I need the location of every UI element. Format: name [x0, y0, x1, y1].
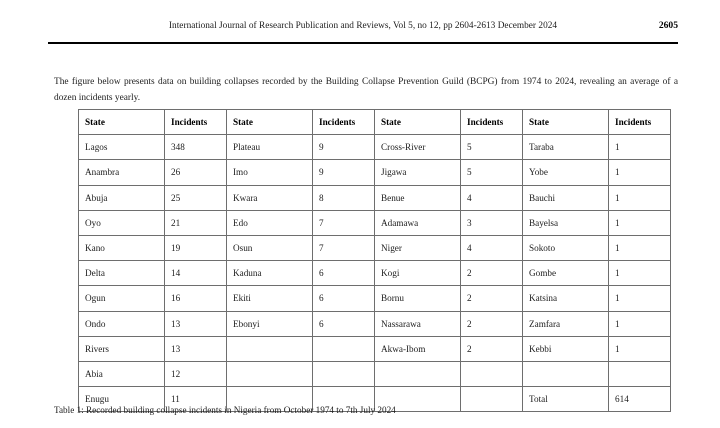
cell-incidents: 1 [609, 336, 671, 361]
cell-incidents: 1 [609, 261, 671, 286]
table-row [79, 160, 671, 185]
cell-incidents: 26 [165, 160, 227, 185]
cell-incidents: 1 [609, 311, 671, 336]
cell-state: Gombe [523, 261, 609, 286]
cell-incidents: 2 [461, 336, 523, 361]
cell-incidents: 2 [461, 311, 523, 336]
cell-incidents [313, 336, 375, 361]
cell-incidents: 1 [609, 286, 671, 311]
cell-state: Kwara [227, 185, 313, 210]
cell-state: Ekiti [227, 286, 313, 311]
cell-incidents: 9 [313, 135, 375, 160]
cell-state: Oyo [79, 210, 165, 235]
table-row [79, 286, 671, 311]
table-row [79, 185, 671, 210]
cell-incidents: 9 [313, 160, 375, 185]
table-row [79, 261, 671, 286]
cell-incidents: 25 [165, 185, 227, 210]
cell-state: Nassarawa [375, 311, 461, 336]
cell-incidents: 2 [461, 286, 523, 311]
cell-incidents: 5 [461, 135, 523, 160]
page-number: 2605 [658, 20, 678, 31]
cell-state [227, 361, 313, 386]
header-rule [48, 42, 678, 44]
cell-incidents: 16 [165, 286, 227, 311]
cell-incidents: 14 [165, 261, 227, 286]
cell-state: Delta [79, 261, 165, 286]
cell-incidents: 348 [165, 135, 227, 160]
cell-incidents: 5 [461, 160, 523, 185]
cell-state: Kaduna [227, 261, 313, 286]
cell-state: Total [523, 387, 609, 412]
table-column-header-6: State [523, 110, 609, 135]
intro-paragraph: The figure below presents data on building collapses recorded by the Building Collapse Prevention Guild (BCPG) from 1974 to 2024, revealing an average of a dozen incidents yearly. [54, 77, 678, 103]
table-column-header-4: State [375, 110, 461, 135]
cell-state: Niger [375, 235, 461, 260]
cell-state: Yobe [523, 160, 609, 185]
cell-incidents [609, 361, 671, 386]
cell-state: Bayelsa [523, 210, 609, 235]
cell-incidents: 3 [461, 210, 523, 235]
table-row [79, 235, 671, 260]
cell-state: Bauchi [523, 185, 609, 210]
cell-state [523, 361, 609, 386]
cell-state: Kebbi [523, 336, 609, 361]
cell-state: Ogun [79, 286, 165, 311]
cell-incidents: 19 [165, 235, 227, 260]
table-column-header-7: Incidents [609, 110, 671, 135]
table-row [79, 135, 671, 160]
cell-incidents: 13 [165, 311, 227, 336]
table-column-header-1: Incidents [165, 110, 227, 135]
table-column-header-0: State [79, 110, 165, 135]
cell-incidents: 11 [165, 387, 227, 412]
table-row [79, 361, 671, 386]
incidents-table [78, 109, 671, 412]
cell-incidents: 6 [313, 261, 375, 286]
cell-state: Akwa-Ibom [375, 336, 461, 361]
table-row [79, 336, 671, 361]
table-column-header-3: Incidents [313, 110, 375, 135]
cell-state: Jigawa [375, 160, 461, 185]
cell-incidents: 12 [165, 361, 227, 386]
cell-state: Abia [79, 361, 165, 386]
table-header-row [79, 110, 671, 135]
table-row [79, 210, 671, 235]
cell-state: Lagos [79, 135, 165, 160]
cell-incidents: 6 [313, 311, 375, 336]
table-column-header-5: Incidents [461, 110, 523, 135]
cell-state: Enugu [79, 387, 165, 412]
cell-incidents: 1 [609, 135, 671, 160]
cell-state: Imo [227, 160, 313, 185]
cell-incidents: 6 [313, 286, 375, 311]
cell-incidents: 2 [461, 261, 523, 286]
cell-state: Anambra [79, 160, 165, 185]
cell-incidents: 1 [609, 210, 671, 235]
cell-incidents: 8 [313, 185, 375, 210]
cell-incidents: 1 [609, 185, 671, 210]
cell-incidents: 7 [313, 235, 375, 260]
cell-state: Edo [227, 210, 313, 235]
cell-incidents [461, 361, 523, 386]
cell-incidents: 13 [165, 336, 227, 361]
cell-incidents: 1 [609, 235, 671, 260]
incidents-table-container [78, 109, 670, 412]
cell-state: Katsina [523, 286, 609, 311]
cell-state: Rivers [79, 336, 165, 361]
cell-state: Ondo [79, 311, 165, 336]
table-row [79, 311, 671, 336]
running-head [48, 20, 678, 36]
cell-incidents [313, 361, 375, 386]
cell-state: Benue [375, 185, 461, 210]
cell-incidents: 614 [609, 387, 671, 412]
cell-state [375, 361, 461, 386]
cell-state: Kano [79, 235, 165, 260]
cell-state: Zamfara [523, 311, 609, 336]
cell-incidents: 4 [461, 185, 523, 210]
cell-state: Abuja [79, 185, 165, 210]
cell-state: Bornu [375, 286, 461, 311]
table-caption: Table 1: Recorded building collapse incidents in Nigeria from October 1974 to 7th July 2024 [54, 405, 396, 415]
cell-state: Adamawa [375, 210, 461, 235]
cell-state: Cross-River [375, 135, 461, 160]
cell-state: Osun [227, 235, 313, 260]
cell-incidents: 21 [165, 210, 227, 235]
cell-incidents: 4 [461, 235, 523, 260]
cell-incidents: 7 [313, 210, 375, 235]
cell-state: Kogi [375, 261, 461, 286]
cell-state: Plateau [227, 135, 313, 160]
cell-state: Sokoto [523, 235, 609, 260]
cell-state: Ebonyi [227, 311, 313, 336]
running-head-text: International Journal of Research Publication and Reviews, Vol 5, no 12, pp 2604-2613 December 2024 [168, 21, 558, 31]
table-column-header-2: State [227, 110, 313, 135]
cell-state: Taraba [523, 135, 609, 160]
table-body [79, 135, 671, 412]
cell-incidents: 1 [609, 160, 671, 185]
cell-state [227, 336, 313, 361]
